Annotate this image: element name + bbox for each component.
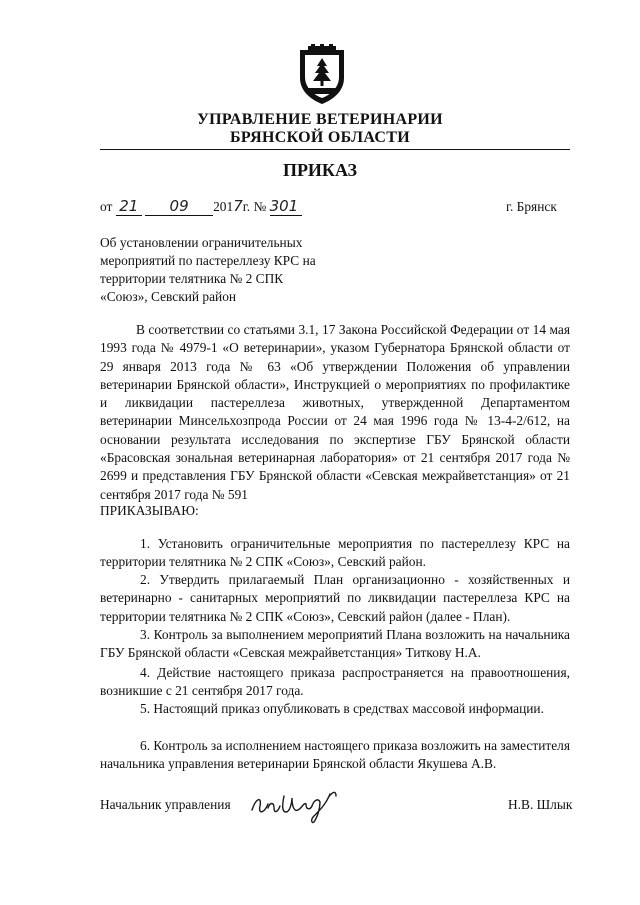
city: г. Брянск <box>506 199 557 214</box>
header-rule <box>100 149 570 150</box>
signer-name: Н.В. Шлык <box>508 797 573 812</box>
doc-type-title: ПРИКАЗ <box>282 160 358 180</box>
order-day: 21 <box>116 197 142 216</box>
order-word: ПРИКАЗЫВАЮ: <box>100 503 199 518</box>
org-name-line2: БРЯНСКОЙ ОБЛАСТИ <box>230 129 410 146</box>
handwritten-signature <box>248 784 344 826</box>
order-item-4: 4. Действие настоящего приказа распространяется на правоотношения, возникшие с 21 сентября 2017 года. <box>100 665 570 699</box>
year-label: г. <box>242 199 251 214</box>
order-item-1: 1. Установить ограничительные мероприятия по пастереллезу КРС на территории телятника № 2 СПК «Союз», Севский район. <box>100 536 570 570</box>
preamble: В соответствии со статьями 3.1, 17 Закона Российской Федерации от 14 мая 1993 года № 4979-1 «О ветеринарии», указом Губернатора Брянской области от 29 января 2013 года № 63 «Об утверждении Положения об управлении ветеринарии Брянской области», Инструкцией о мероприятиях по профилактике и ликвидации пастереллеза животных, утвержденной Департаментом ветеринарии Минсельхозпрода России от 24 мая 1996 года № 13-4-2/612, на основании результата исследования по экспертизе ГБУ Брянской области «Брасовская зональная ветеринарная лаборатория» от 21 сентября 2017 года № 2699 и представления ГБУ Брянской области «Севская межрайветстанция» от 21 сентября 2017 года № 591 <box>100 322 570 502</box>
year-prefix: 201 <box>213 199 234 214</box>
order-item-6: 6. Контроль за исполнением настоящего приказа возложить на заместителя начальника управления ветеринарии Брянской области Якушева А.В. <box>100 738 570 772</box>
order-item-5: 5. Настоящий приказ опубликовать в средствах массовой информации. <box>140 701 544 716</box>
order-item-2: 2. Утвердить прилагаемый План организационно - хозяйственных и ветеринарно - санитарных мероприятий по ликвидации пастереллеза КРС на территории телятника № 2 СПК «Союз», Севский район (далее - План). <box>100 572 570 624</box>
org-name-line1: УПРАВЛЕНИЕ ВЕТЕРИНАРИИ <box>197 111 443 128</box>
order-subject: Об установлении ограничительных мероприятий по пастереллезу КРС на территории телятника № 2 СПК «Союз», Севский район <box>100 235 316 304</box>
order-month: 09 <box>145 197 213 216</box>
from-label: от <box>100 199 113 214</box>
order-item-3: 3. Контроль за выполнением мероприятий Плана возложить на начальника ГБУ Брянской области «Севская межрайветстанция» Титкову Н.А. <box>100 627 570 661</box>
order-date-line <box>100 197 302 216</box>
signer-position: Начальник управления <box>100 797 231 812</box>
year-suffix: 7 <box>233 197 243 215</box>
order-number: 301 <box>270 197 302 216</box>
number-label: № <box>253 199 267 214</box>
bryansk-coat-of-arms-icon <box>296 44 348 106</box>
